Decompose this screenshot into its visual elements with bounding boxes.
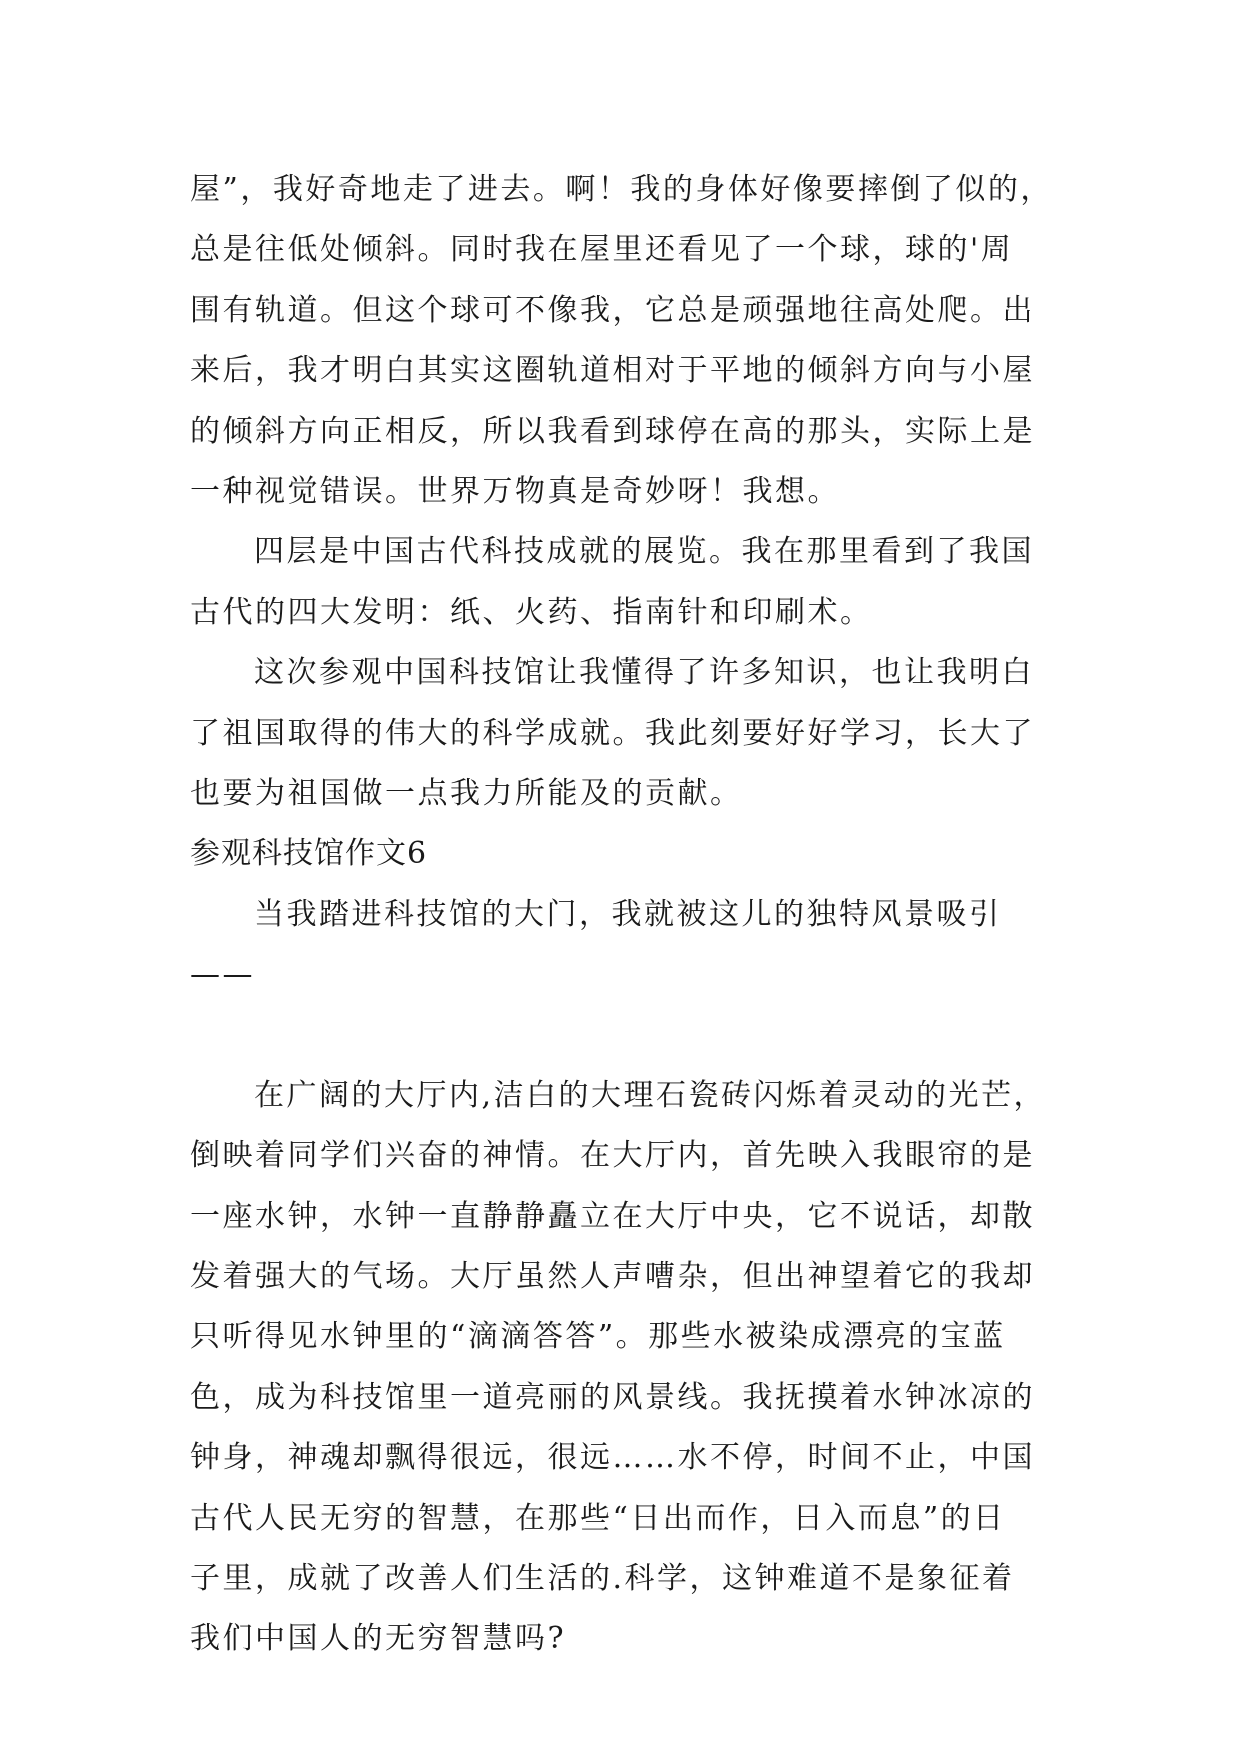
text-line: 钟身，神魂却飘得很远，很远……水不停，时间不止，中国 — [190, 1440, 1035, 1476]
text-line: 一座水钟，水钟一直静静矗立在大厅中央，它不说话，却散 — [190, 1198, 1035, 1234]
text-line: 古代人民无穷的智慧，在那些“日出而作，日入而息”的日 — [190, 1500, 1006, 1536]
text-line: 只听得见水钟里的“滴滴答答”。那些水被染成漂亮的宝蓝 — [190, 1319, 1006, 1355]
text-line: 的倾斜方向正相反，所以我看到球停在高的那头，实际上是 — [190, 413, 1035, 449]
text-line: 了祖国取得的伟大的科学成就。我此刻要好好学习，长大了 — [190, 715, 1035, 751]
paragraph-first-line: 在广阔的大厅内,洁白的大理石瓷砖闪烁着灵动的光芒， — [254, 1077, 1047, 1113]
document-body — [190, 160, 1070, 1670]
text-line: 子里，成就了改善人们生活的.科学，这钟难道不是象征着 — [190, 1560, 1015, 1596]
paragraph-first-line: 四层是中国古代科技成就的展览。我在那里看到了我国 — [254, 534, 1034, 570]
paragraph-first-line: 当我踏进科技馆的大门，我就被这儿的独特风景吸引 — [254, 896, 1002, 932]
text-line: 我们中国人的无穷智慧吗? — [190, 1621, 567, 1657]
text-line: 色，成为科技馆里一道亮丽的风景线。我抚摸着水钟冰凉的 — [190, 1379, 1035, 1415]
text-line: —— — [190, 957, 255, 993]
text-line: 围有轨道。但这个球可不像我，它总是顽强地往高处爬。出 — [190, 292, 1035, 328]
text-line: 总是往低处倾斜。同时我在屋里还看见了一个球，球的'周 — [190, 232, 1014, 268]
text-line: 古代的四大发明：纸、火药、指南针和印刷术。 — [190, 594, 873, 630]
text-line: 倒映着同学们兴奋的神情。在大厅内，首先映入我眼帘的是 — [190, 1138, 1035, 1174]
section-heading: 参观科技馆作文6 — [190, 836, 428, 872]
paragraph-first-line: 这次参观中国科技馆让我懂得了许多知识，也让我明白 — [254, 655, 1034, 691]
text-line: 也要为祖国做一点我力所能及的贡献。 — [190, 775, 743, 811]
text-line: 一种视觉错误。世界万物真是奇妙呀！我想。 — [190, 473, 840, 509]
text-line: 来后，我才明白其实这圈轨道相对于平地的倾斜方向与小屋 — [190, 353, 1035, 389]
text-line: 发着强大的气场。大厅虽然人声嘈杂，但出神望着它的我却 — [190, 1259, 1035, 1295]
blank-line — [190, 1005, 1070, 1065]
text-line: 屋”，我好奇地走了进去。啊！我的身体好像要摔倒了似的， — [190, 172, 1053, 207]
